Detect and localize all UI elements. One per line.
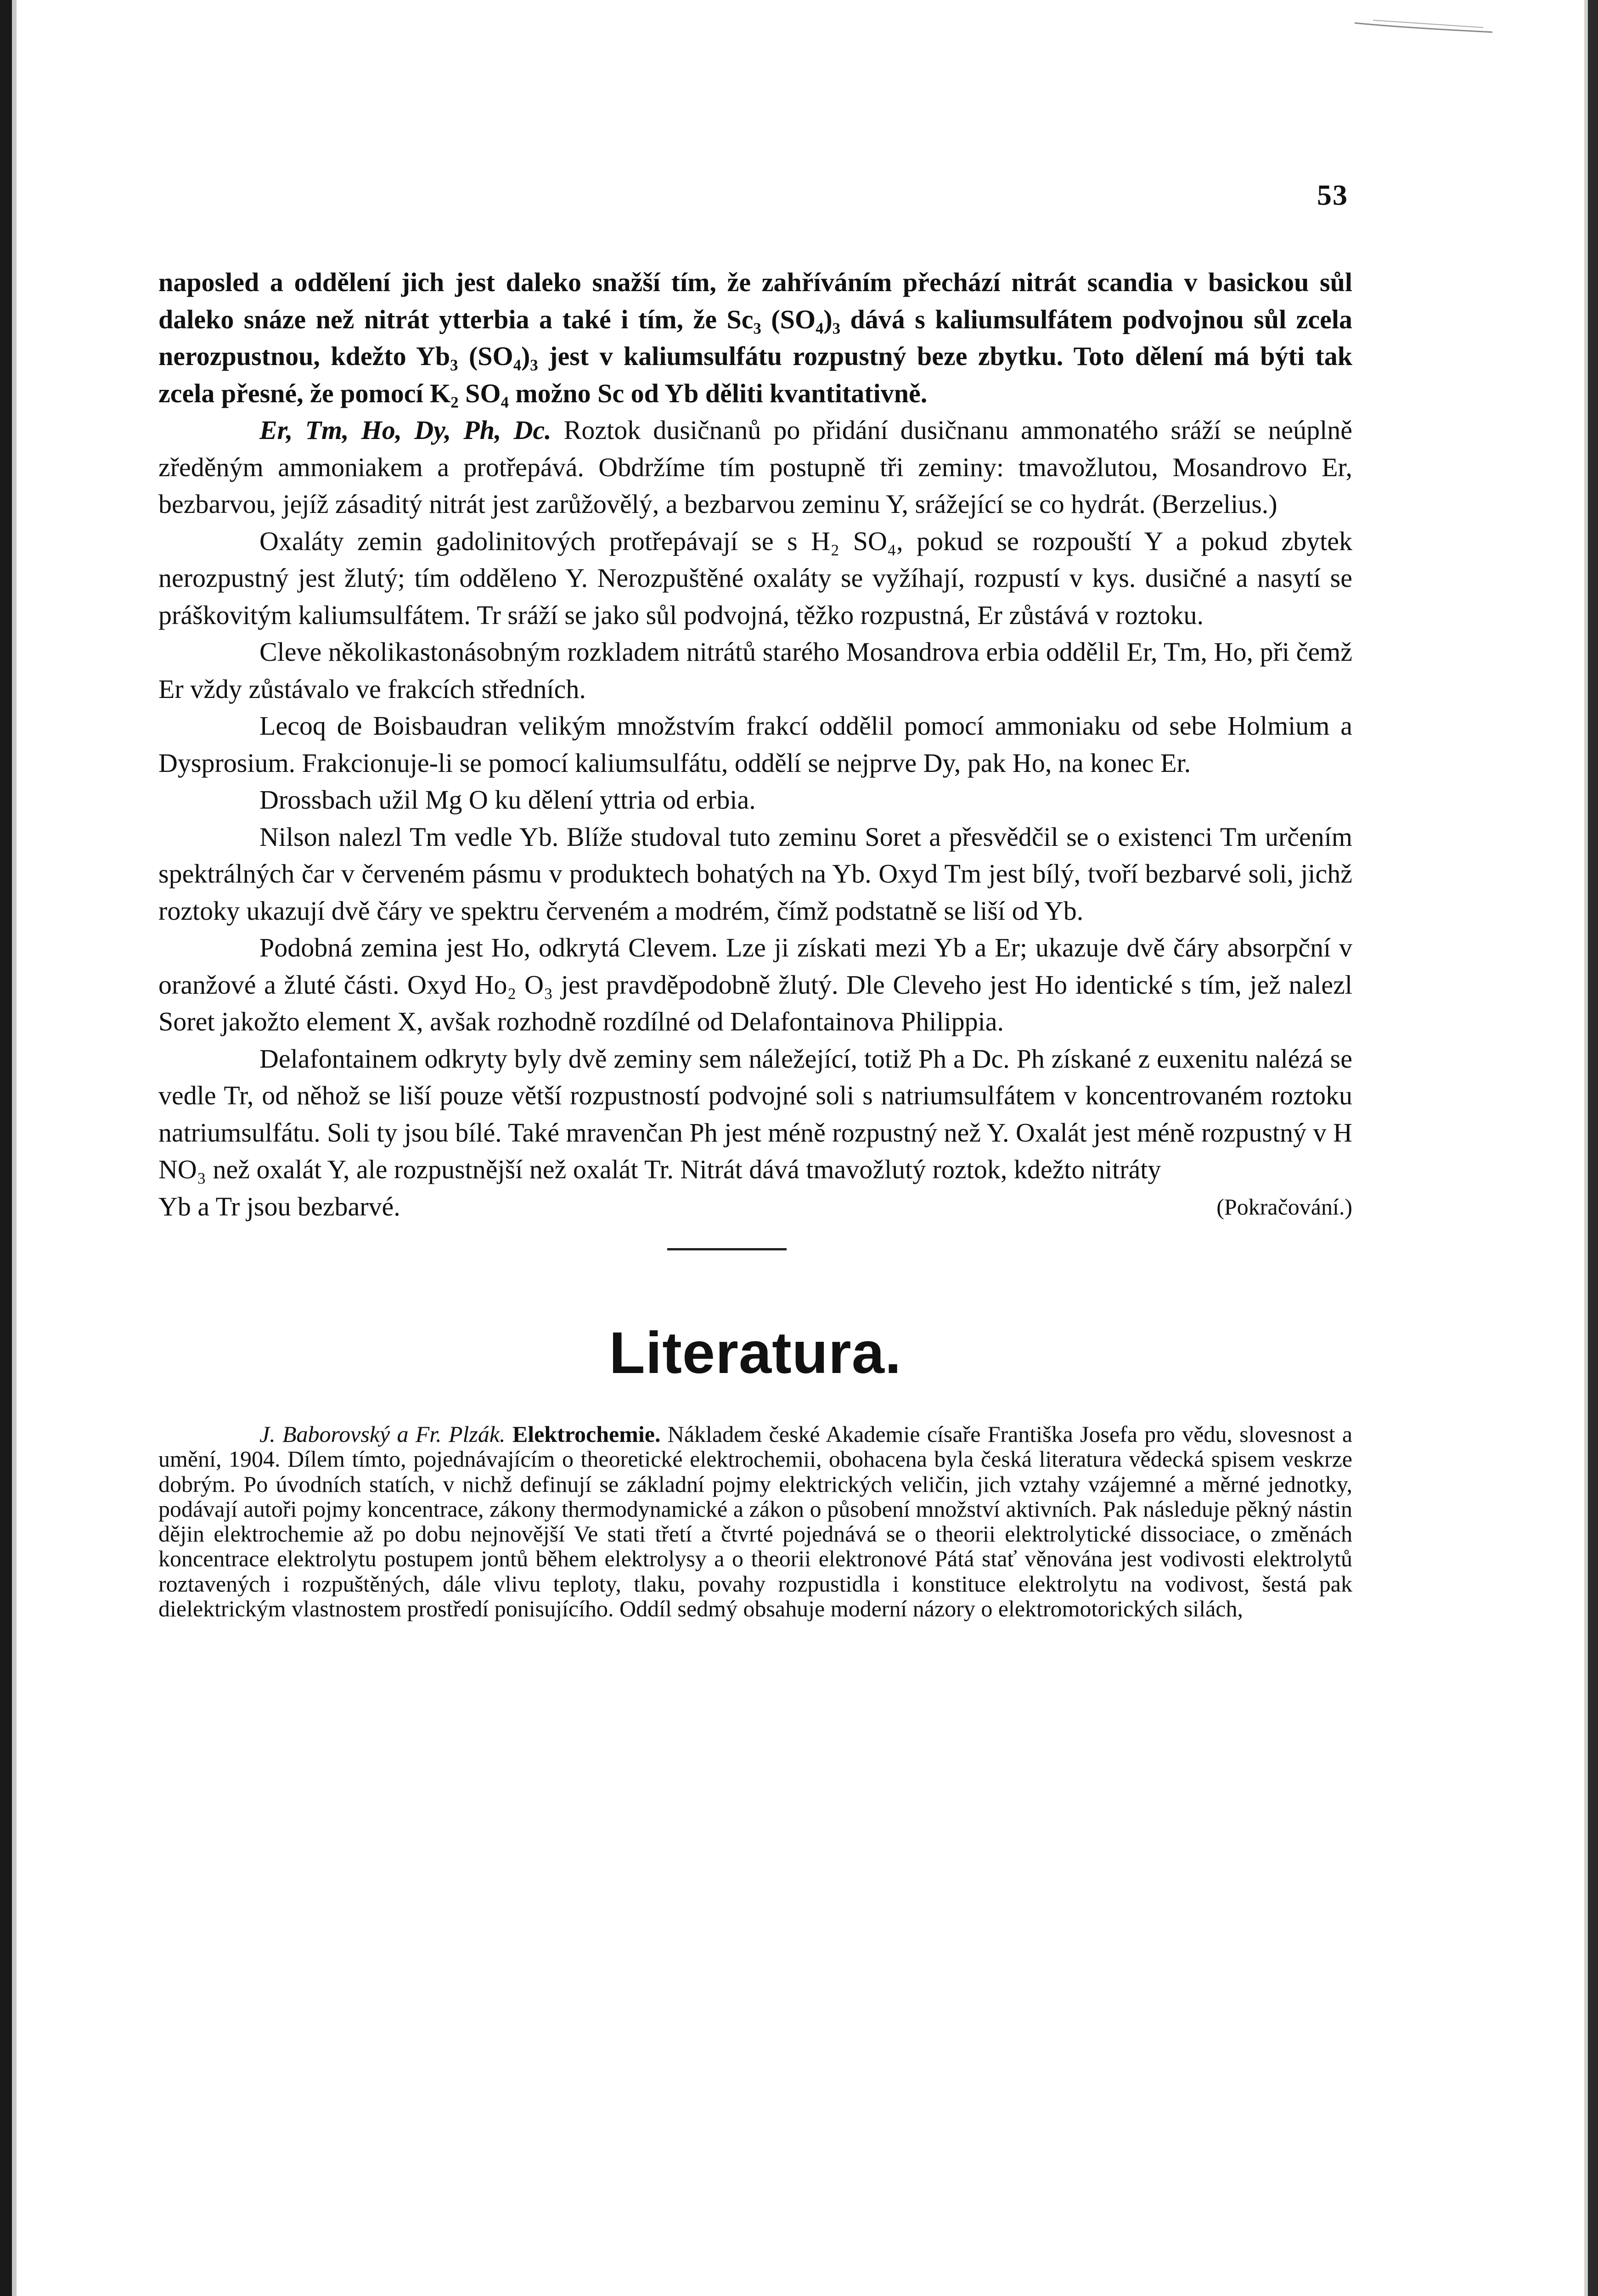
paragraph: Oxaláty zemin gadolinitových protřepávají se s H₂ SO₄, pokud se rozpouští Y a pokud zbytek nerozpustný jest žlutý; tím odděleno Y. Nerozpuštěné oxaláty se vyžíhají, rozpustí v kys. dusičné a nasytí se práškovitým kaliumsulfátem. Tr sráží se jako sůl podvojná, těžko rozpustná, Er zůstává v roztoku. [158, 526, 1352, 630]
literature-title: Elektrochemie. [512, 1421, 661, 1447]
continuation-note: (Pokračování.) [1216, 1193, 1352, 1220]
paragraph: Podobná zemina jest Ho, odkrytá Clevem. Lze ji získati mezi Yb a Er; ukazuje dvě čáry absorpční v oranžové a žluté části. Oxyd Ho₂ O₃ jest pravděpodobně žlutý. Dle Cleveho jest Ho identické s tím, jež nalezl Soret jakožto element X, avšak rozhodně rozdílné od Delafontainova Philippia. [158, 933, 1352, 1036]
scan-edge-left-inner [12, 0, 17, 2296]
scan-edge-right-inner [1584, 0, 1588, 2296]
paragraph: Drossbach užil Mg O ku dělení yttria od erbia. [259, 785, 756, 815]
element-list: Er, Tm, Ho, Dy, Ph, Dc. [259, 415, 551, 445]
scan-edge-left [0, 0, 12, 2296]
page-number: 53 [1317, 179, 1348, 211]
paragraph: Delafontainem odkryty byly dvě zeminy sem náležející, totiž Ph a Dc. Ph získané z euxenitu nalézá se vedle Tr, od něhož se liší pouze větší rozpustností podvojné soli s natriumsulfátem v koncentrovaném roztoku natriumsulfátu. Soli ty jsou bílé. Také mravenčan Ph jest méně rozpustný než Y. Oxalát jest méně rozpustný v H NO₃ než oxalát Y, ale rozpustnější než oxalát Tr. Nitrát dává tmavožlutý roztok, kdežto nitráty [158, 1043, 1352, 1184]
section-heading: Literatura. [609, 1320, 902, 1386]
paragraph: Nilson nalezl Tm vedle Yb. Blíže studoval tuto zeminu Soret a přesvědčil se o existenci Tm určením spektrálných čar v červeném pásmu v produktech bohatých na Yb. Oxyd Tm jest bílý, tvoří bezbarvé soli, jichž roztoky ukazují dvě čáry ve spektru červeném a modrém, čímž podstatně se liší od Yb. [158, 822, 1352, 926]
literature-authors: J. Baborovský a Fr. Plzák. [259, 1421, 506, 1447]
scan-edge-right [1588, 0, 1598, 2296]
literature-entry [158, 1422, 1352, 1621]
closing-text: Yb a Tr jsou bezbarvé. [158, 1191, 400, 1221]
paragraph: naposled a oddělení jich jest daleko snažší tím, že zahříváním přechází nitrát scandia v basickou sůl daleko snáze než nitrát ytterbia a také i tím, že Sc₃ (SO₄)₃ dává s kaliumsulfátem podvojnou sůl zcela nerozpustnou, kdežto Yb₃ (SO₄)₃ jest v kaliumsulfátu rozpustný beze zbytku. Toto dělení má býti tak zcela přesné, že pomocí K₂ SO₄ možno Sc od Yb děliti kvantitativně. [158, 267, 1352, 408]
section-divider [667, 1248, 787, 1250]
paragraph-text: Roztok dusičnanů po přidání dusičnanu ammonatého sráží se neúplně zředěným ammoniakem a protřepává. Obdržíme tím postupně tři zeminy: tmavožlutou, Mosandrovo Er, bezbarvou, jejíž zásaditý nitrát jest zarůžovělý, a bezbarvou zeminu Y, srážející se co hydrát. (Berzelius.) [158, 415, 1352, 519]
closing-line [158, 1188, 1352, 1226]
paragraph: Cleve několikastonásobným rozkladem nitrátů starého Mosandrova erbia oddělil Er, Tm, Ho, při čemž Er vždy zůstávalo ve frakcích středních. [158, 637, 1352, 704]
paragraph [158, 412, 1352, 523]
scan-scratch-mark [1355, 18, 1492, 37]
body-text [158, 264, 1352, 1621]
literature-text: Nákladem české Akademie císaře Františka Josefa pro vědu, slovesnost a umění, 1904. Dílem tímto, pojednávajícím o theoretické elektrochemii, obohacena byla česká literatura vědecká spisem veskrze dobrým. Po úvodních statích, v nichž definují se základní pojmy elektrických veličin, jich vztahy vzájemné a měrné jednotky, podávají autoři pojmy koncentrace, zákony thermodynamické a zákon o působení množství aktivních. Pak následuje pěkný nástin dějin elektrochemie až po dobu nejnovější Ve stati třetí a čtvrté pojednává se o theorii elektrolytické dissociace, o změnách koncentrace elektrolytu postupem jontů během elektrolysy a o theorii elektronové Pátá stať věnována jest vodivosti elektrolytů roztavených i rozpuštěných, dále vlivu teploty, tlaku, povahy rozpustidla i konstituce elektrolytu na vodivost, šestá pak dielektrickým vlastnostem prostředí ponisujícího. Oddíl sedmý obsahuje moderní názory o elektromotorických silách, [158, 1421, 1353, 1622]
paragraph: Lecoq de Boisbaudran velikým množstvím frakcí oddělil pomocí ammoniaku od sebe Holmium a Dysprosium. Frakcionuje-li se pomocí kaliumsulfátu, oddělí se nejprve Dy, pak Ho, na konec Er. [158, 711, 1352, 778]
